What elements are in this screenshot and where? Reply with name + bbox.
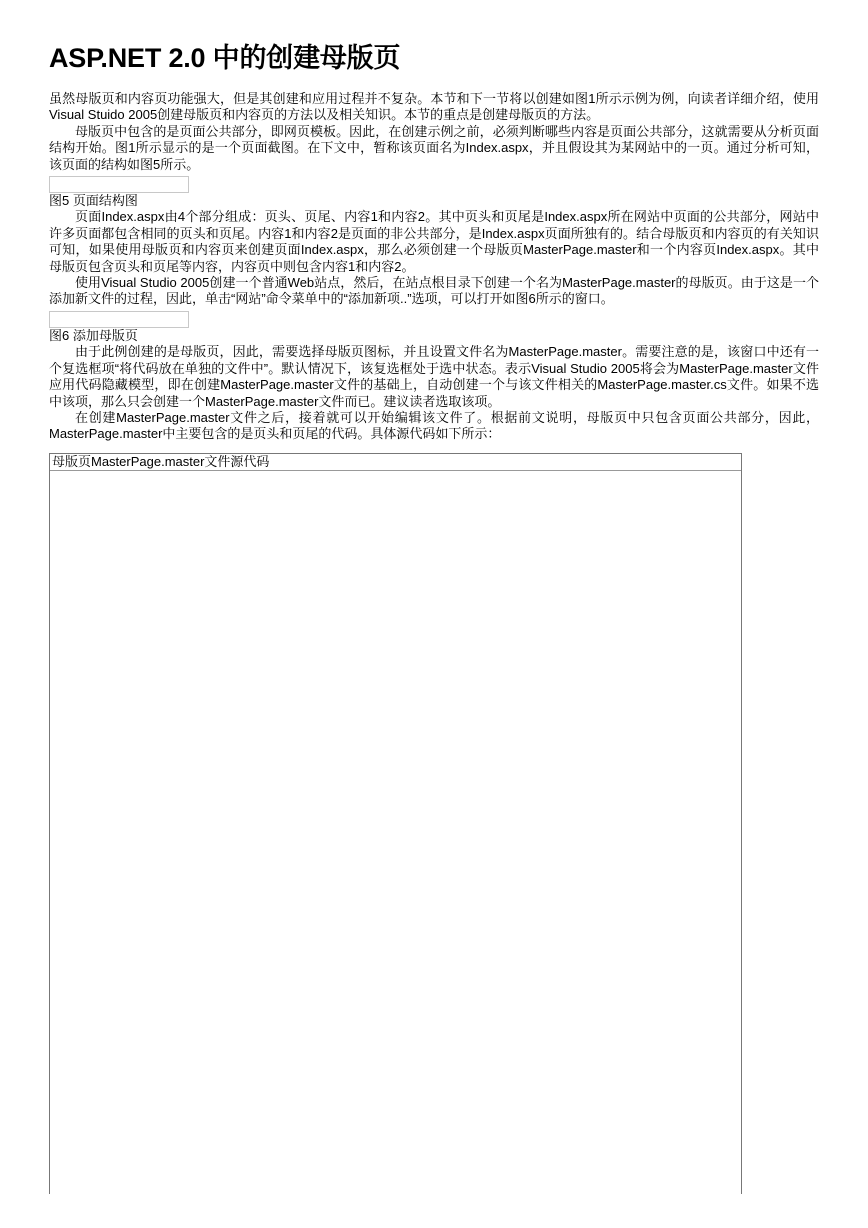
paragraph-master-page: 由于此例创建的是母版页，因此，需要选择母版页图标，并且设置文件名为MasterPage.master。需要注意的是，该窗口中还有一个复选框项“将代码放在单独的文件中”。默认情况下，该复选框处于选中状态。表示Visual Studio 2005将会为MasterPage.master文件应用代码隐藏模型，即在创建MasterPage.master文件的基础上，自动创建一个与该文件相关的MasterPage.master.cs文件。如果不选中该项，那么只会创建一个MasterPage.master文件而已。建议读者选取该项。: [49, 344, 819, 409]
article-body: [49, 91, 819, 443]
figure-5-caption: 图5 页面结构图: [49, 193, 138, 209]
paragraph-structure: 母版页中包含的是页面公共部分，即网页模板。因此，在创建示例之前，必须判断哪些内容是页面公共部分，这就需要从分析页面结构开始。图1所示显示的是一个页面截图。在下文中，暂称该页面名为Index.aspx，并且假设其为某网站中的一页。通过分析可知，该页面的结构如图5所示。: [49, 123, 819, 172]
figure-6-image-placeholder: [49, 311, 189, 328]
figure-5-image-placeholder: [49, 176, 189, 193]
figure-6-caption: 图6 添加母版页: [49, 327, 138, 343]
source-code-box: [49, 453, 742, 1194]
paragraph-components: 页面Index.aspx由4个部分组成：页头、页尾、内容1和内容2。其中页头和页尾是Index.aspx所在网站中页面的公共部分，网站中许多页面都包含相同的页头和页尾。内容1和内容2是页面的非公共部分，是Index.aspx页面所独有的。结合母版页和内容页的有关知识可知，如果使用母版页和内容页来创建页面Index.aspx，那么必须创建一个母版页MasterPage.master和一个内容页Index.aspx。其中母版页包含页头和页尾等内容，内容页中则包含内容1和内容2。: [49, 209, 819, 274]
page-title: ASP.NET 2.0 中的创建母版页: [49, 43, 401, 73]
source-code-header: 母版页MasterPage.master文件源代码: [50, 454, 741, 471]
paragraph-intro: 虽然母版页和内容页功能强大，但是其创建和应用过程并不复杂。本节和下一节将以创建如图1所示示例为例，向读者详细介绍，使用Visual Stuido 2005创建母版页和内容页的方法以及相关知识。本节的重点是创建母版页的方法。: [49, 91, 819, 123]
paragraph-edit-file: 在创建MasterPage.master文件之后，接着就可以开始编辑该文件了。根据前文说明，母版页中只包含页面公共部分，因此，MasterPage.master中主要包含的是页头和页尾的代码。具体源代码如下所示：: [49, 409, 819, 442]
paragraph-create-site: 使用Visual Studio 2005创建一个普通Web站点，然后，在站点根目录下创建一个名为MasterPage.master的母版页。由于这是一个添加新文件的过程，因此，单击“网站”命令菜单中的“添加新项..”选项，可以打开如图6所示的窗口。: [49, 275, 819, 307]
